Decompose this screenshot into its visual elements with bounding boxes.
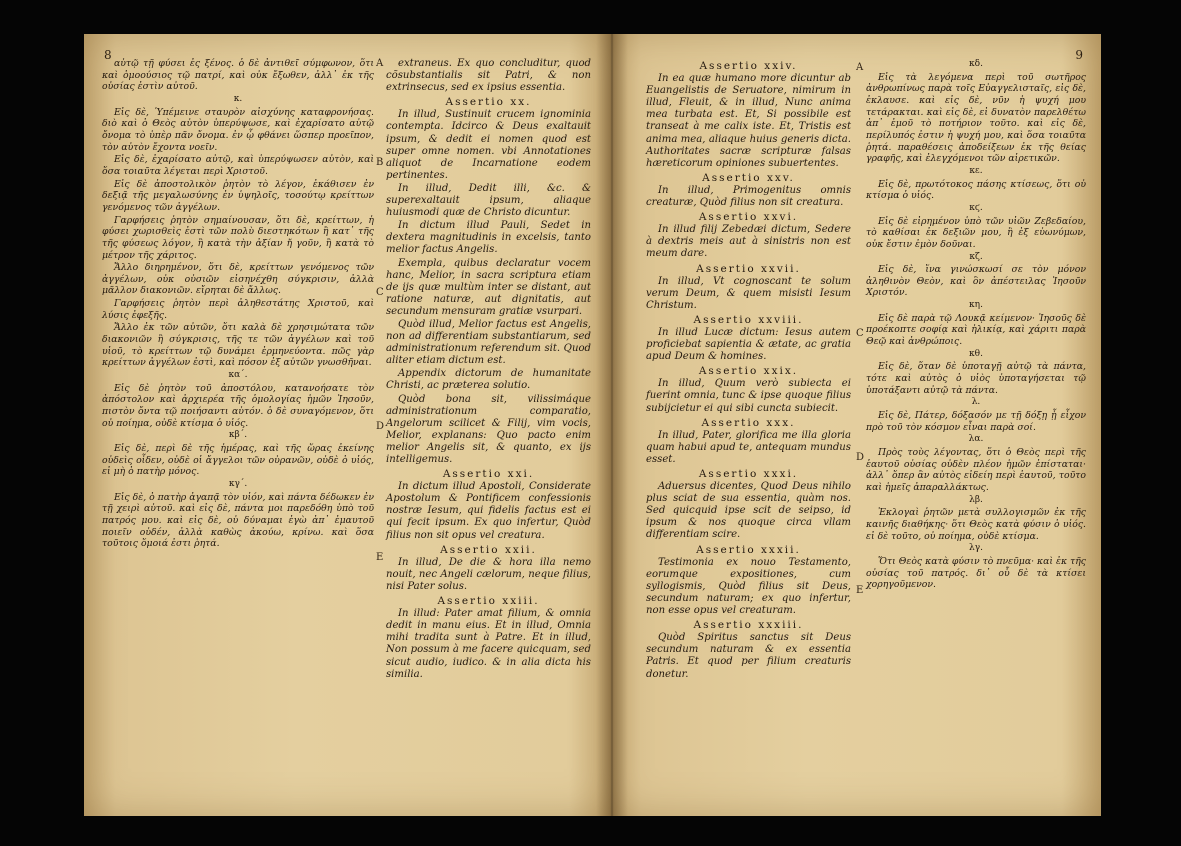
paragraph: Ὅτι Θεὸς κατὰ φύσιν τὸ πνεῦμα· καὶ ἐκ τῆς οὐσίας τοῦ πατρός. δι᾽ οὗ δὲ τὰ κτίσει χορηγοῦμενον.	[866, 555, 1086, 591]
paragraph: Εἰς δὲ, Πάτερ, δόξασόν με τῇ δόξῃ ᾗ εἶχον πρὸ τοῦ τὸν κόσμον εἶναι παρὰ σοί.	[866, 410, 1086, 433]
margin-letter: A	[376, 58, 384, 69]
section-number: κζ.	[969, 251, 983, 262]
paragraph: Ἐκλογαὶ ῥητῶν μετὰ συλλογισμῶν ἐκ τῆς καινῆς διαθήκης· ὅτι Θεὸς κατὰ φύσιν ὁ υἱός. εἰ δὲ τοῦτο, οὐ ποίημα, οὐδὲ κτίσμα.	[866, 507, 1086, 542]
section-number: κα΄.	[228, 370, 248, 381]
section-number: κ.	[233, 93, 243, 104]
right-page	[611, 34, 1101, 816]
section-heading: Assertio xx.	[445, 96, 532, 109]
section-heading: Assertio xxii.	[440, 543, 537, 556]
paragraph: Εἰς δὲ, ὅταν δὲ ὑποταγῇ αὐτῷ τὰ πάντα, τότε καὶ αὐτὸς ὁ υἱὸς ὑποταγήσεται τῷ ὑποτάξαντι αὐτῷ τὰ πάντα.	[866, 361, 1086, 396]
margin-letter: B	[376, 157, 384, 168]
margin-letter: C	[856, 328, 864, 339]
paragraph: Quòd Spiritus sanctus sit Deus secundum naturam & ex essentia Patris. Et quod per filium creaturis donetur.	[646, 632, 851, 680]
section-heading: Assertio xxv.	[702, 171, 795, 184]
paragraph: Εἰς δὲ, ἵνα γινώσκωσί σε τὸν μόνον ἀληθινὸν Θεὸν, καὶ ὃν ἀπέστειλας Ἰησοῦν Χριστόν.	[866, 264, 1086, 299]
section-heading: Assertio xxiii.	[437, 595, 540, 608]
paragraph: extraneus. Ex quo concluditur, quod cõsubstantialis sit Patri, & non extrinsecus, sed ex ipsius essentia.	[386, 58, 591, 94]
paragraph: In illud, Pater, glorifica me illa gloria quam habui apud te, antequam mundus esset.	[646, 429, 851, 465]
greek-column	[866, 58, 1086, 592]
paragraph: Ἄλλο ἐκ τῶν αὐτῶν, ὅτι καλὰ δὲ χρησιμώτατα τῶν διακονιῶν ἢ σύγκρισις, τῆς τε τῶν ἀγγέλων καὶ τοῦ υἱοῦ, τὸ κρείττων τῷ δυνάμει ἑρμηνεύοντα. πῶς γὰρ κρείττων ἀγγέλων ἐστὶ, καὶ πόσον ἐξ αὐτῶν γνωσθῆναι.	[102, 322, 374, 369]
section-heading: Assertio xxi.	[442, 468, 535, 481]
paragraph: Ἄλλο διηρημένον, ὅτι δὲ, κρείττων γενόμενος τῶν ἀγγέλων, οὐκ οὐσιῶν εἰσηνέχθη σύγκρισιν, ἀλλὰ μᾶλλον διακονιῶν. εἴρηται δὲ ἄλλως.	[102, 262, 374, 297]
margin-letter: E	[376, 552, 384, 563]
paragraph: Εἰς δὲ, Ὑπέμεινε σταυρὸν αἰσχύνης καταφρονήσας. διὸ καὶ ὁ Θεὸς αὐτὸν ὑπερύψωσε, καὶ ἐχαρίσατο αὐτῷ ὄνομα τὸ ὑπὲρ πᾶν ὄνομα. ἐν ᾧ φθάνει ὥσπερ προεῖπον, τὸν αὐτὸν ἔχοντα νοεῖν.	[102, 106, 374, 153]
greek-column	[102, 58, 374, 551]
paragraph: In illud: Pater amat filium, & omnia dedit in manu eius. Et in illud, Omnia mihi tradita sunt à Patre. Et in illud, Non possum à me facere quicquam, sed sicut audio, iudico. & in alia dicta his similia.	[386, 608, 591, 680]
paragraph: In ea quæ humano more dicuntur ab Euangelistis de Seruatore, nimirum in illud, Fleuit, & in illud, Nunc anima mea turbata est. Et, Si possibile est transeat à me calix iste. Et, Tristis est anima mea, aliaque huius generis dicta. Authoritates sacræ scripturæ falsas hæreticorum opiniones subuertentes.	[646, 73, 851, 169]
paragraph: Quòd bona sit, vilissimáque administrationum comparatio, Angelorum scilicet & Filij, vim vocis, Melior, explanans: Quo pacto enim melior Angelis sit, & quanto, ex ijs intelligemus.	[386, 393, 591, 465]
paragraph: In illud, Dedit illi, &c. & superexaltauit ipsum, aliaque huiusmodi quæ de Christo dicuntur.	[386, 182, 591, 219]
section-heading: Assertio xxvii.	[696, 262, 801, 275]
paragraph: Γαρφήσεις ῥητὸν σημαίνουσαν, ὅτι δὲ, κρείττων, ἡ φύσει χωρισθεὶς ἐστὶ τῶν πολὺ διεστηκότων ἢ κατ᾽ τῆς τῆς φύσεως λόγον, ἢ κατὰ τὴν ἀξίαν ἤ γοῦν, ἢ κατὰ τὸ μέτρον τῆς χάριτος.	[102, 214, 374, 261]
paragraph: In illud, Vt cognoscant te solum verum Deum, & quem misisti Iesum Christum.	[646, 275, 851, 311]
paragraph: Aduersus dicentes, Quod Deus nihilo plus sciat de sua essentia, quàm nos. Sed quicquid ipse scit de seipso, id ipsum & nos quoque circa vllam differentiam scire.	[646, 481, 851, 541]
book-spread	[84, 34, 1101, 816]
section-number: λβ.	[969, 494, 983, 505]
paragraph: Εἰς δὲ, ὁ πατὴρ ἀγαπᾷ τὸν υἱόν, καὶ πάντα δέδωκεν ἐν τῇ χειρὶ αὐτοῦ. καὶ εἰς δὲ, πάντα μοι παρεδόθη ὑπὸ τοῦ πατρός μου. καὶ εἰς δὲ, οὐ δύναμαι ἐγὼ ἀπ᾽ ἐμαυτοῦ ποιεῖν οὐδέν, ἀλλὰ καθὼς ἀκούω, κρίνω. καὶ ὅσα τοῦτοις ὅμοιά ἐστι ῥητά.	[102, 491, 374, 550]
margin-letter: E	[856, 585, 864, 596]
margin-letter: D	[376, 421, 385, 432]
left-page	[84, 34, 611, 816]
paragraph: Γαρφήσεις ῥητὸν περὶ ἀληθεστάτης Χριστοῦ, καὶ λύσις ἐφεξῆς.	[102, 298, 374, 321]
section-heading: Assertio xxviii.	[693, 313, 804, 326]
section-number: κγ΄.	[228, 478, 248, 489]
section-heading: Assertio xxix.	[698, 365, 799, 378]
section-heading: Assertio xxvi.	[698, 211, 799, 224]
section-number: κη.	[969, 300, 983, 311]
section-number: κβ΄.	[228, 430, 248, 441]
section-heading: Assertio xxxi.	[698, 468, 799, 480]
section-number: λ.	[971, 397, 981, 408]
paragraph: In illud, Sustinuit crucem ignominia contempta. Idcirco & Deus exaltauit ipsum, & dedit ei nomen quod est super omne nomen. vbi Annotationes aliquot de Incarnatione eodem pertinentes.	[386, 109, 591, 181]
paragraph: Εἰς δὲ ῥητὸν τοῦ ἀποστόλου, κατανοήσατε τὸν ἀπόστολον καὶ ἀρχιερέα τῆς ὁμολογίας ἡμῶν Ἰησοῦν, πιστὸν ὄντα τῷ ποιήσαντι αὐτόν. ὁ δὲ συναγόμενον, ὅτι οὐ ποίημα, οὐδὲ κτίσμα ὁ υἱός.	[102, 382, 374, 429]
section-heading: Assertio xxxiii.	[693, 619, 804, 632]
section-heading: Assertio xxiv.	[699, 60, 798, 72]
paragraph: Testimonia ex nouo Testamento, eorumque expositiones, cum syllogismis, Quòd filius sit Deus, secundum naturam; ex quo infertur, non esse opus vel creaturam.	[646, 556, 851, 617]
section-number: λα.	[968, 434, 984, 445]
section-number: κδ.	[969, 59, 983, 69]
paragraph: Εἰς δὲ ἀποστολικὸν ῥητὸν τὸ λέγον, ἐκάθισεν ἐν δεξιᾷ τῆς μεγαλωσύνης ἐν ὑψηλοῖς, τοσούτῳ κρείττων γενόμενος τῶν ἀγγέλων.	[102, 178, 374, 213]
paragraph: Εἰς δὲ, ἐχαρίσατο αὐτῷ, καὶ ὑπερύψωσεν αὐτὸν, καὶ ὅσα τοιαῦτα λέγεται περὶ Χριστοῦ.	[102, 154, 374, 177]
paragraph: In illud, Primogenitus omnis creaturæ, Quòd filius non sit creatura.	[646, 184, 851, 209]
paragraph: Εἰς δὲ παρὰ τῷ Λουκᾷ κείμενον· Ἰησοῦς δὲ προέκοπτε σοφίᾳ καὶ ἡλικίᾳ, καὶ χάριτι παρὰ Θεῷ καὶ ἀνθρώποις.	[866, 312, 1086, 348]
paragraph: In dictum illud Apostoli, Considerate Apostolum & Pontificem confessionis nostræ Iesum, qui fidelis factus est ei qui fecit ipsum. Ex quo infertur, Quòd filius non sit opus vel creatura.	[386, 481, 591, 541]
margin-letter: D	[856, 452, 865, 463]
paragraph: In illud filij Zebedæi dictum, Sedere à dextris meis aut à sinistris non est meum dare.	[646, 224, 851, 260]
latin-column	[386, 58, 591, 682]
paragraph: αὐτῷ τῇ φύσει ἐς ξένος. ὁ δὲ ἀντιθεῖ σύμφωνον, ὅτι καὶ ὁμοούσιος τῷ πατρί, καὶ οὐκ ἔξωθεν, ἀλλ᾽ ἐκ τῆς οὐσίας ἐστὶν αὐτοῦ.	[102, 58, 374, 93]
section-number: κε.	[969, 165, 983, 176]
paragraph: Πρὸς τοὺς λέγοντας, ὅτι ὁ Θεὸς περὶ τῆς ἑαυτοῦ οὐσίας οὐδὲν πλέον ἡμῶν ἐπίσταται· ἀλλ᾽ ὅπερ ἂν αὐτὸς εἰδείη περὶ ἑαυτοῦ, τοῦτο καὶ ἡμεῖς ἀπαραλλάκτως.	[866, 447, 1086, 493]
section-number: κθ.	[969, 348, 983, 359]
paragraph: Quòd illud, Melior factus est Angelis, non ad differentiam substantiarum, sed administrationum referendum sit. Quod aliter etiam dictum est.	[386, 318, 591, 367]
page-number: 9	[1075, 48, 1083, 62]
margin-letter: A	[856, 62, 864, 73]
paragraph: In illud Lucæ dictum: Iesus autem proficiebat sapientia & ætate, ac gratia apud Deum & homines.	[646, 326, 851, 363]
section-heading: Assertio xxxii.	[696, 543, 801, 556]
paragraph: In illud, Quum verò subiecta ei fuerint omnia, tunc & ipse quoque filius subijcietur ei qui sibi cuncta subiecit.	[646, 378, 851, 414]
margin-letter: C	[376, 287, 384, 298]
paragraph: Εἰς δὲ εἰρημένον ὑπὸ τῶν υἱῶν Ζεβεδαίου, τὸ καθίσαι ἐκ δεξιῶν μου, ἢ ἐξ εὐωνύμων, οὐκ ἔστιν ἐμὸν δοῦναι.	[866, 215, 1086, 250]
page-number: 8	[104, 48, 112, 62]
latin-column	[646, 58, 851, 682]
paragraph: Εἰς δὲ, περὶ δὲ τῆς ἡμέρας, καὶ τῆς ὥρας ἐκείνης οὐδεὶς οἶδεν, οὐδὲ οἱ ἄγγελοι τῶν οὐρανῶν, οὐδὲ ὁ υἱός, εἰ μὴ ὁ πατὴρ μόνος.	[102, 443, 374, 478]
paragraph: Exempla, quibus declaratur vocem hanc, Melior, in sacra scriptura etiam de ijs quæ multùm inter se distant, aut ratione naturæ, aut dignitatis, aut secundum mensuram gratiæ vsurpari.	[386, 257, 591, 317]
paragraph: In dictum illud Pauli, Sedet in dextera magnitudinis in excelsis, tanto melior factus Angelis.	[386, 220, 591, 256]
paragraph: Εἰς τὰ λεγόμενα περὶ τοῦ σωτῆρος ἀνθρωπίνως παρὰ τοῖς Εὐαγγελισταῖς, εἰς δὲ, ἐκλαυσε. καὶ εἰς δὲ, νῦν ἡ ψυχή μου τετάρακται. καὶ εἰς δὲ, εἰ δυνατὸν παρελθέτω ἀπ᾽ ἐμοῦ τὸ ποτήριον τοῦτο. καὶ εἰς δὲ, περίλυπός ἐστιν ἡ ψυχή μου, καὶ ὅσα τοιαῦτα ῥητά. παραθέσεις ἀποδείξεων ἐκ τῆς θείας γραφῆς, καὶ ἐλεγχόμενοι τῶν αἱρετικῶν.	[866, 71, 1086, 165]
section-number: κϛ.	[969, 202, 983, 213]
paragraph: In illud, De die & hora illa nemo nouit, nec Angeli cælorum, neque filius, nisi Pater solus.	[386, 556, 591, 592]
paragraph: Appendix dictorum de humanitate Christi, ac præterea solutio.	[386, 368, 591, 392]
section-heading: Assertio xxx.	[701, 416, 796, 429]
paragraph: Εἰς δὲ, πρωτότοκος πάσης κτίσεως, ὅτι οὐ κτίσμα ὁ υἱός.	[866, 178, 1086, 202]
section-number: λγ.	[969, 543, 983, 554]
